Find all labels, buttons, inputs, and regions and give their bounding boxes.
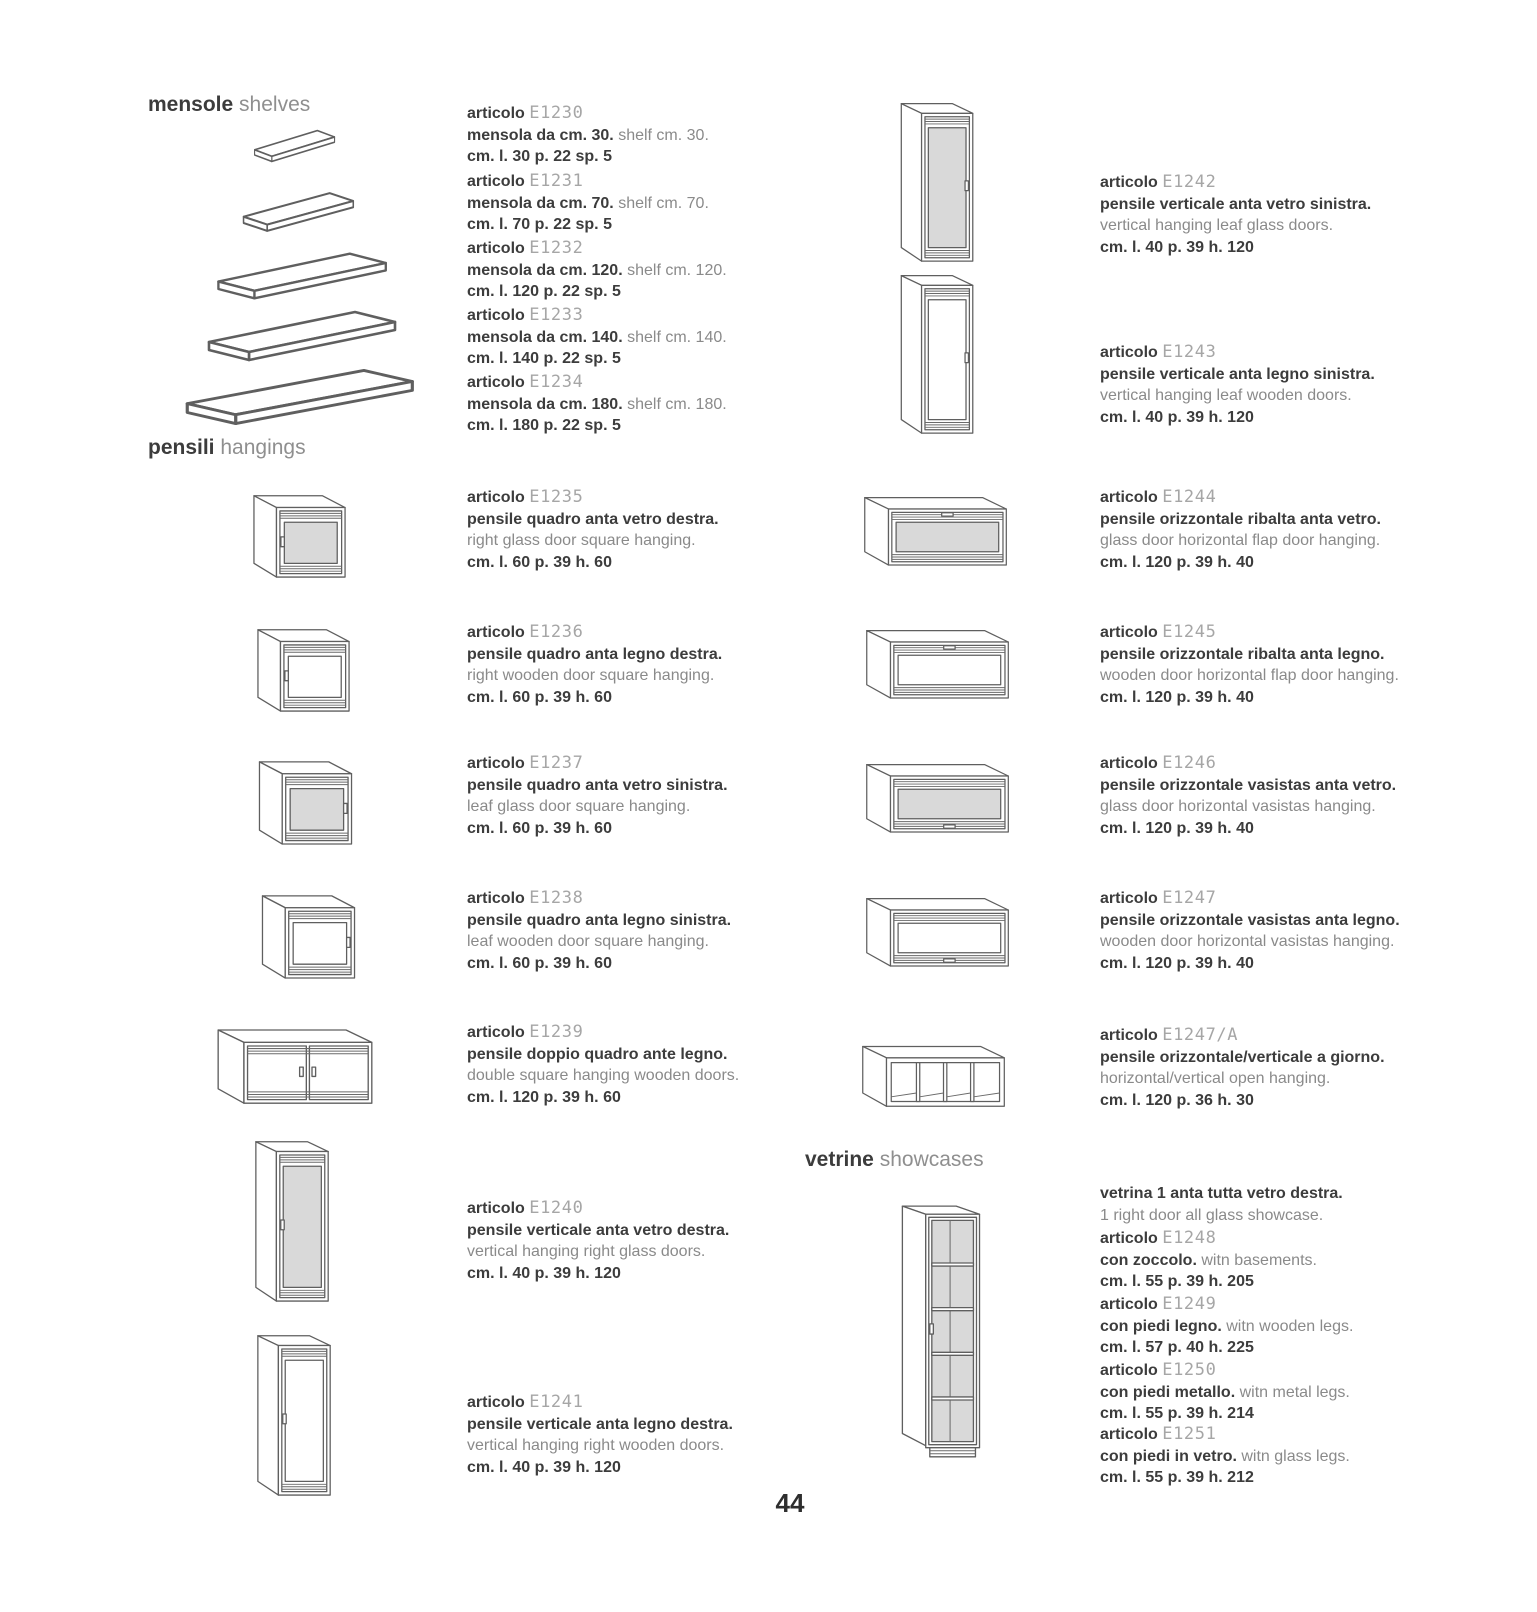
articolo-label: articolo [467, 173, 525, 190]
desc-en: vertical hanging leaf wooden doors. [1100, 387, 1352, 404]
shelf-70-drawing [240, 190, 358, 234]
articolo-label: articolo [1100, 1426, 1158, 1443]
article-title [467, 103, 827, 125]
article-title [1100, 888, 1460, 910]
shelf-180-drawing [180, 366, 422, 428]
article-code: E1235 [529, 487, 584, 507]
desc-it: pensile quadro anta legno sinistra. [467, 911, 732, 929]
article-dims: cm. l. 120 p. 39 h. 60 [467, 1088, 621, 1106]
article-e1250 [1100, 1360, 1460, 1425]
article-dims: cm. l. 120 p. 39 h. 40 [1100, 819, 1254, 837]
desc-en: witn basements. [1201, 1251, 1317, 1269]
article-dims: cm. l. 180 p. 22 sp. 5 [467, 417, 621, 434]
article-title [467, 622, 827, 644]
desc-it: con piedi metallo. [1100, 1383, 1236, 1401]
article-title [1100, 342, 1460, 364]
articolo-label: articolo [1100, 1027, 1158, 1044]
articolo-label: articolo [1100, 890, 1158, 907]
article-code: E1236 [529, 622, 584, 642]
e1245-cabinet-drawing [862, 620, 1014, 702]
article-title [467, 1198, 827, 1220]
article-title [1100, 1360, 1460, 1382]
desc-it: pensile orizzontale ribalta anta vetro. [1100, 510, 1381, 528]
e1242-cabinet-drawing [895, 94, 981, 264]
articolo-label: articolo [467, 489, 525, 506]
article-dims: cm. l. 30 p. 22 sp. 5 [467, 148, 612, 165]
article-e1231 [467, 171, 827, 236]
article-code: E1230 [529, 103, 584, 123]
articolo-label: articolo [467, 1394, 525, 1411]
vetrine-intro-it: vetrina 1 anta tutta vetro destra. [1100, 1185, 1343, 1202]
article-e1241 [467, 1392, 827, 1478]
article-code: E1247/A [1162, 1025, 1239, 1045]
article-title [1100, 487, 1460, 509]
desc-it: pensile quadro anta legno destra. [467, 645, 723, 663]
article-dims: cm. l. 70 p. 22 sp. 5 [467, 216, 612, 233]
desc-en: wooden door horizontal vasistas hanging. [1100, 933, 1395, 950]
articolo-label: articolo [467, 624, 525, 641]
article-code: E1249 [1162, 1294, 1217, 1314]
articolo-label: articolo [467, 307, 525, 324]
section-title-en: hangings [220, 436, 306, 459]
article-code: E1233 [529, 305, 584, 325]
desc-it: pensile orizzontale vasistas anta vetro. [1100, 776, 1397, 794]
articolo-label: articolo [1100, 174, 1158, 191]
desc-en: horizontal/vertical open hanging. [1100, 1070, 1331, 1087]
desc-it: mensola da cm. 120. [467, 261, 623, 279]
e1237-cabinet-drawing [254, 750, 358, 847]
e1235-cabinet-drawing [248, 484, 352, 580]
desc-it: pensile quadro anta vetro destra. [467, 510, 719, 528]
desc-en: leaf wooden door square hanging. [467, 933, 709, 950]
article-title [1100, 622, 1460, 644]
article-dims: cm. l. 60 p. 39 h. 60 [467, 688, 612, 706]
articolo-label: articolo [1100, 624, 1158, 641]
article-code: E1244 [1162, 487, 1217, 507]
article-dims: cm. l. 60 p. 39 h. 60 [467, 553, 612, 571]
article-code: E1250 [1162, 1360, 1217, 1380]
e1241-cabinet-drawing [252, 1326, 338, 1498]
desc-en: glass door horizontal flap door hanging. [1100, 532, 1381, 549]
article-desc [467, 394, 827, 416]
article-title [467, 305, 827, 327]
section-title-vetrine [805, 1148, 984, 1172]
shelf-140-drawing [203, 308, 403, 364]
article-e1242 [1100, 172, 1460, 258]
desc-it: mensola da cm. 30. [467, 126, 614, 144]
article-dims: cm. l. 40 p. 39 h. 120 [1100, 238, 1254, 256]
e1247-cabinet-drawing [862, 888, 1014, 970]
desc-en: vertical hanging right wooden doors. [467, 1437, 725, 1454]
section-title-en: showcases [879, 1148, 984, 1171]
desc-en: witn glass legs. [1241, 1447, 1350, 1465]
articolo-label: articolo [467, 240, 525, 257]
desc-it: pensile verticale anta vetro sinistra. [1100, 195, 1372, 213]
article-e1247 [1100, 888, 1460, 974]
desc-en: vertical hanging leaf glass doors. [1100, 217, 1334, 234]
article-code: E1231 [529, 171, 584, 191]
desc-en: double square hanging wooden doors. [467, 1067, 740, 1084]
article-title [1100, 1424, 1460, 1446]
article-code: E1240 [529, 1198, 584, 1218]
article-code: E1243 [1162, 342, 1217, 362]
article-title [467, 1022, 827, 1044]
desc-en: shelf cm. 180. [627, 395, 727, 413]
article-code: E1239 [529, 1022, 584, 1042]
article-dims: cm. l. 55 p. 39 h. 205 [1100, 1273, 1254, 1290]
article-dims: cm. l. 120 p. 39 h. 40 [1100, 954, 1254, 972]
desc-it: mensola da cm. 140. [467, 328, 623, 346]
article-e1234 [467, 372, 827, 437]
article-dims: cm. l. 60 p. 39 h. 60 [467, 819, 612, 837]
desc-en: right glass door square hanging. [467, 532, 696, 549]
article-code: E1238 [529, 888, 584, 908]
desc-en: wooden door horizontal flap door hanging. [1100, 667, 1399, 684]
section-title-mensole [148, 93, 310, 117]
article-dims: cm. l. 120 p. 22 sp. 5 [467, 283, 621, 300]
article-code: E1242 [1162, 172, 1217, 192]
article-e1249 [1100, 1294, 1460, 1359]
e1247a-open-unit-drawing [858, 1038, 1010, 1110]
articolo-label: articolo [1100, 344, 1158, 361]
article-code: E1246 [1162, 753, 1217, 773]
article-code: E1234 [529, 372, 584, 392]
desc-en: leaf glass door square hanging. [467, 798, 691, 815]
article-code: E1232 [529, 238, 584, 258]
e1236-cabinet-drawing [252, 618, 356, 714]
article-title [1100, 1228, 1460, 1250]
vetrine-intro-en: 1 right door all glass showcase. [1100, 1206, 1324, 1224]
page-number: 44 [775, 1488, 805, 1518]
desc-en: vertical hanging right glass doors. [467, 1243, 706, 1260]
desc-en: shelf cm. 120. [627, 261, 727, 279]
article-dims: cm. l. 40 p. 39 h. 120 [467, 1264, 621, 1282]
article-code: E1237 [529, 753, 584, 773]
article-title [1100, 1025, 1460, 1047]
articolo-label: articolo [467, 374, 525, 391]
desc-it: mensola da cm. 70. [467, 194, 614, 212]
article-code: E1251 [1162, 1424, 1217, 1444]
article-e1232 [467, 238, 827, 303]
e1248-showcase-drawing [898, 1196, 990, 1468]
article-e1245 [1100, 622, 1460, 708]
article-title [467, 372, 827, 394]
e1239-cabinet-drawing [213, 1018, 378, 1108]
desc-it: pensile orizzontale ribalta anta legno. [1100, 645, 1385, 663]
article-title [1100, 172, 1460, 194]
articolo-label: articolo [467, 755, 525, 772]
desc-it: pensile doppio quadro ante legno. [467, 1045, 728, 1063]
article-e1247a [1100, 1025, 1460, 1111]
desc-it: con piedi legno. [1100, 1317, 1222, 1335]
desc-it: mensola da cm. 180. [467, 395, 623, 413]
vetrine-intro [1100, 1183, 1460, 1226]
e1240-cabinet-drawing [250, 1132, 336, 1304]
desc-it: con piedi in vetro. [1100, 1447, 1237, 1465]
article-e1244 [1100, 487, 1460, 573]
article-e1240 [467, 1198, 827, 1284]
desc-en: shelf cm. 30. [618, 126, 709, 144]
article-dims: cm. l. 140 p. 22 sp. 5 [467, 350, 621, 367]
article-desc [1100, 1250, 1460, 1272]
article-title [1100, 753, 1460, 775]
shelf-120-drawing [213, 250, 393, 302]
desc-it: pensile orizzontale vasistas anta legno. [1100, 911, 1400, 929]
section-title-pensili [148, 436, 306, 460]
articolo-label: articolo [467, 890, 525, 907]
section-title-en: shelves [239, 93, 311, 116]
desc-it: con zoccolo. [1100, 1251, 1197, 1269]
article-e1248 [1100, 1228, 1460, 1293]
article-desc [467, 193, 827, 215]
article-title [467, 487, 827, 509]
desc-it: pensile verticale anta vetro destra. [467, 1221, 730, 1239]
article-code: E1241 [529, 1392, 584, 1412]
desc-en: shelf cm. 70. [618, 194, 709, 212]
article-desc [1100, 1316, 1460, 1338]
desc-en: witn metal legs. [1239, 1383, 1350, 1401]
section-title-it: mensole [148, 93, 234, 116]
section-title-it: vetrine [805, 1148, 874, 1171]
article-dims: cm. l. 55 p. 39 h. 214 [1100, 1405, 1254, 1422]
desc-it: pensile quadro anta vetro sinistra. [467, 776, 728, 794]
article-e1237 [467, 753, 827, 839]
article-code: E1248 [1162, 1228, 1217, 1248]
article-e1235 [467, 487, 827, 573]
articolo-label: articolo [467, 105, 525, 122]
article-e1246 [1100, 753, 1460, 839]
desc-en: right wooden door square hanging. [467, 667, 715, 684]
article-desc [467, 260, 827, 282]
desc-it: pensile orizzontale/verticale a giorno. [1100, 1048, 1385, 1066]
desc-en: witn wooden legs. [1226, 1317, 1354, 1335]
articolo-label: articolo [1100, 489, 1158, 506]
article-dims: cm. l. 57 p. 40 h. 225 [1100, 1339, 1254, 1356]
article-e1239 [467, 1022, 827, 1108]
article-title [467, 171, 827, 193]
article-dims: cm. l. 120 p. 36 h. 30 [1100, 1091, 1254, 1109]
article-title [467, 753, 827, 775]
article-desc [467, 125, 827, 147]
article-title [467, 238, 827, 260]
article-e1233 [467, 305, 827, 370]
shelf-30-drawing [252, 128, 338, 164]
article-code: E1245 [1162, 622, 1217, 642]
article-dims: cm. l. 120 p. 39 h. 40 [1100, 553, 1254, 571]
e1244-cabinet-drawing [860, 487, 1012, 569]
articolo-label: articolo [467, 1200, 525, 1217]
article-title [467, 888, 827, 910]
article-e1238 [467, 888, 827, 974]
article-desc [1100, 1382, 1460, 1404]
article-e1243 [1100, 342, 1460, 428]
e1246-cabinet-drawing [862, 754, 1014, 836]
article-dims: cm. l. 40 p. 39 h. 120 [1100, 408, 1254, 426]
article-e1230 [467, 103, 827, 168]
articolo-label: articolo [1100, 1230, 1158, 1247]
e1243-cabinet-drawing [895, 266, 981, 436]
article-dims: cm. l. 55 p. 39 h. 212 [1100, 1469, 1254, 1486]
article-dims: cm. l. 60 p. 39 h. 60 [467, 954, 612, 972]
article-desc [467, 327, 827, 349]
article-code: E1247 [1162, 888, 1217, 908]
articolo-label: articolo [1100, 755, 1158, 772]
article-desc [1100, 1446, 1460, 1468]
article-dims: cm. l. 40 p. 39 h. 120 [467, 1458, 621, 1476]
articolo-label: articolo [1100, 1362, 1158, 1379]
article-dims: cm. l. 120 p. 39 h. 40 [1100, 688, 1254, 706]
article-e1236 [467, 622, 827, 708]
desc-en: shelf cm. 140. [627, 328, 727, 346]
section-title-it: pensili [148, 436, 215, 459]
article-e1251 [1100, 1424, 1460, 1489]
article-title [467, 1392, 827, 1414]
articolo-label: articolo [467, 1024, 525, 1041]
articolo-label: articolo [1100, 1296, 1158, 1313]
article-title [1100, 1294, 1460, 1316]
e1238-cabinet-drawing [257, 884, 361, 981]
desc-it: pensile verticale anta legno destra. [467, 1415, 733, 1433]
desc-en: glass door horizontal vasistas hanging. [1100, 798, 1376, 815]
desc-it: pensile verticale anta legno sinistra. [1100, 365, 1375, 383]
